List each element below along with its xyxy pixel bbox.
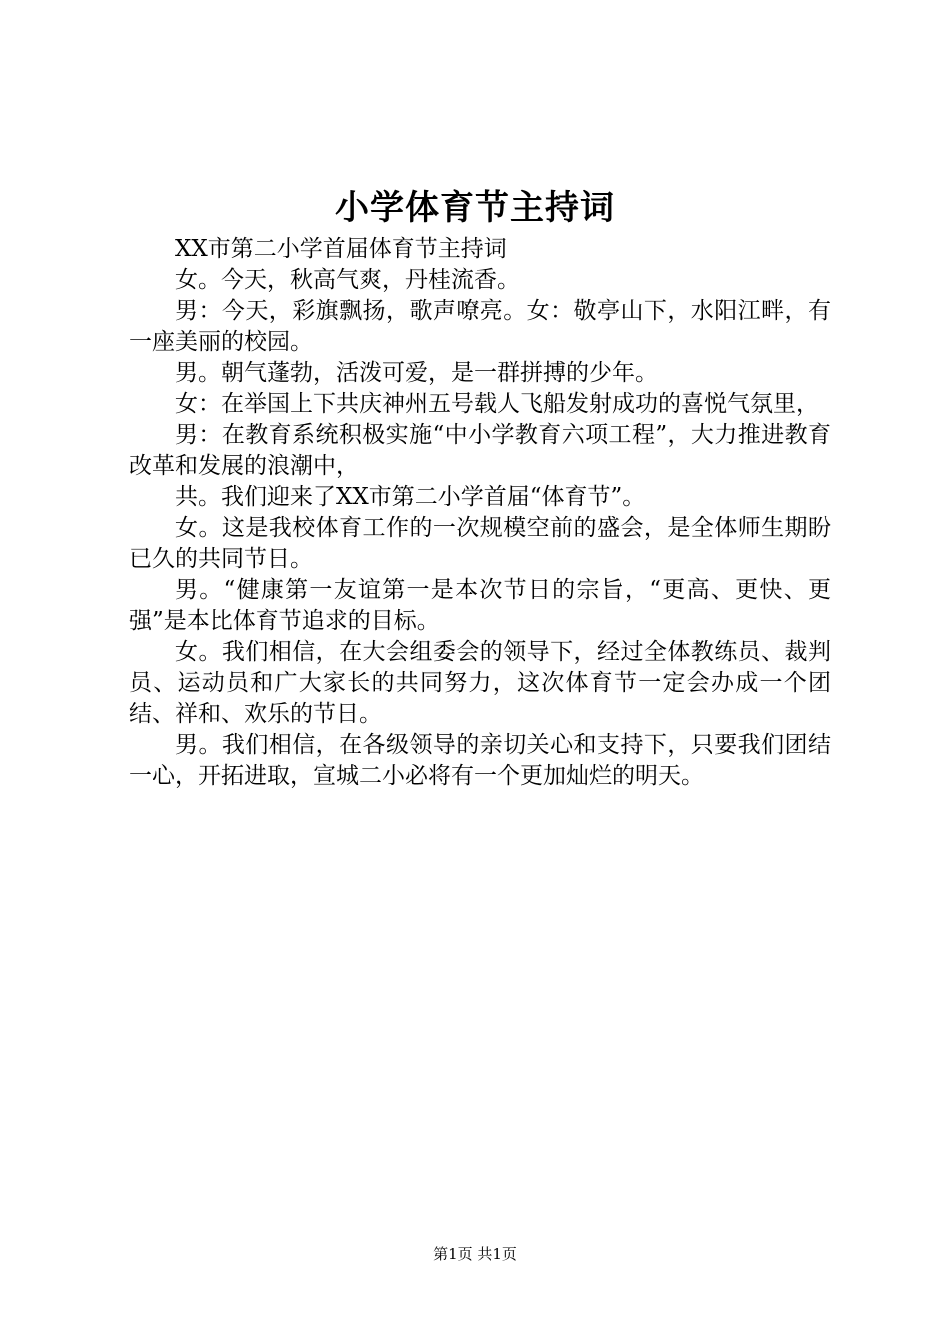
paragraph: 共。我们迎来了XX市第二小学首届“体育节”。 bbox=[175, 484, 646, 510]
document-title: 小学体育节主持词 bbox=[335, 188, 615, 228]
paragraph: 女：在举国上下共庆神州五号载人飞船发射成功的喜悦气氛里， bbox=[175, 391, 819, 417]
paragraph: 男：今天，彩旗飘扬，歌声嘹亮。女：敬亭山下，水阳江畔，有一座美丽的校园。 bbox=[129, 298, 831, 355]
paragraph: 男。我们相信，在各级领导的亲切关心和支持下，只要我们团结一心，开拓进取，宣城二小必将有一个更加灿烂的明天。 bbox=[129, 732, 831, 789]
paragraph: 男：在教育系统积极实施“中小学教育六项工程”，大力推进教育改革和发展的浪潮中， bbox=[129, 422, 831, 479]
paragraph: 女。这是我校体育工作的一次规模空前的盛会，是全体师生期盼已久的共同节日。 bbox=[129, 515, 831, 572]
paragraph: 男。“健康第一友谊第一是本次节日的宗旨，“更高、更快、更强”是本比体育节追求的目标。 bbox=[129, 577, 831, 634]
paragraph: 男。朝气蓬勃，活泼可爱，是一群拼搏的少年。 bbox=[175, 360, 658, 386]
paragraph: 女。今天，秋高气爽，丹桂流香。 bbox=[175, 267, 520, 293]
paragraph: XX市第二小学首届体育节主持词 bbox=[175, 236, 507, 262]
document-body bbox=[129, 234, 831, 792]
paragraph: 女。我们相信，在大会组委会的领导下，经过全体教练员、裁判员、运动员和广大家长的共同努力，这次体育节一定会办成一个团结、祥和、欢乐的节日。 bbox=[129, 639, 831, 727]
page-footer: 第1页 共1页 bbox=[433, 1245, 517, 1263]
